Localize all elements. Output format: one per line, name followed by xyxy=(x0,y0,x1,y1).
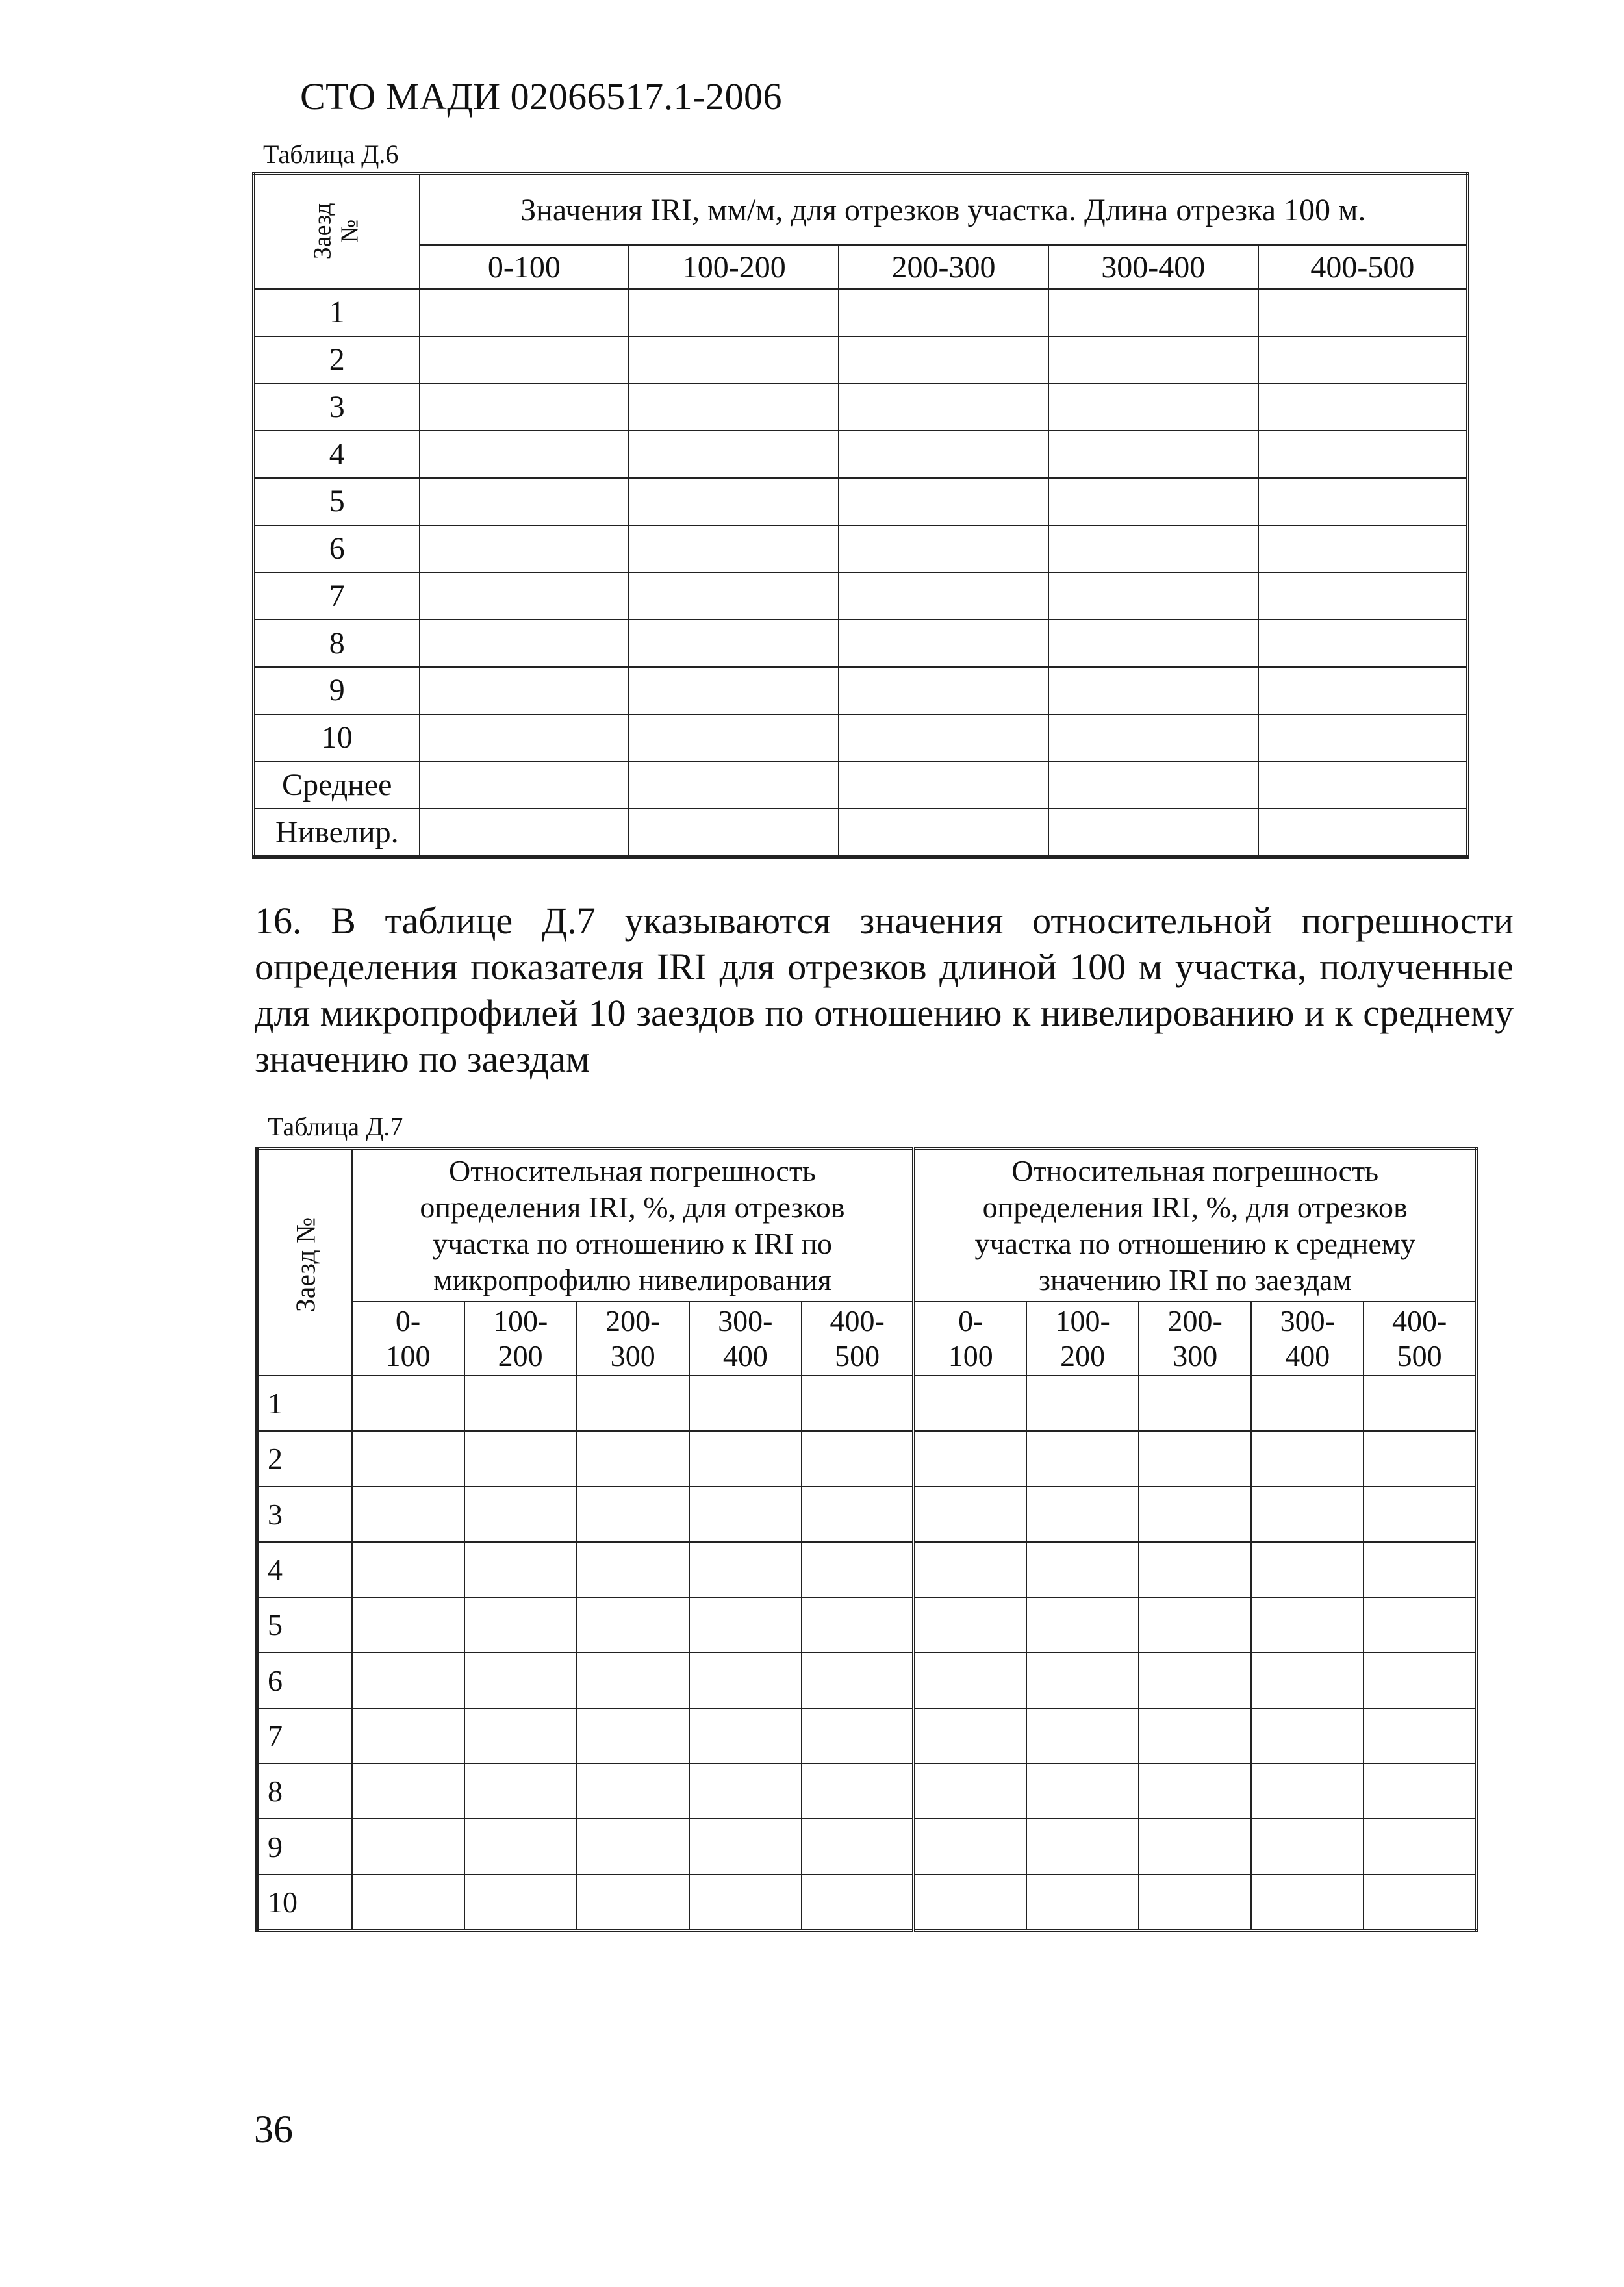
empty-cell xyxy=(1251,1708,1364,1763)
empty-cell xyxy=(420,809,629,857)
column-range-end: 400 xyxy=(722,1339,768,1372)
empty-cell xyxy=(802,1763,914,1819)
empty-cell xyxy=(577,1431,689,1486)
empty-cell xyxy=(1026,1819,1139,1874)
empty-cell xyxy=(914,1487,1026,1542)
empty-cell xyxy=(689,1763,802,1819)
corner-label-number: № xyxy=(336,219,364,244)
table-row xyxy=(254,809,1468,857)
paragraph-line: для микропрофилей 10 заездов по отношению к нивелированию и к среднему xyxy=(255,992,1514,1034)
empty-cell xyxy=(914,1652,1026,1708)
empty-cell xyxy=(1258,761,1468,809)
empty-cell xyxy=(420,620,629,667)
empty-cell xyxy=(689,1652,802,1708)
empty-cell xyxy=(802,1652,914,1708)
empty-cell xyxy=(1364,1487,1476,1542)
empty-cell xyxy=(1048,572,1258,620)
table-d7-column-header xyxy=(802,1302,914,1376)
table-row xyxy=(254,761,1468,809)
empty-cell xyxy=(577,1652,689,1708)
empty-cell xyxy=(1048,620,1258,667)
column-range-end: 200 xyxy=(1060,1339,1106,1372)
table-row xyxy=(257,1875,1477,1931)
empty-cell xyxy=(577,1542,689,1597)
empty-cell xyxy=(420,336,629,384)
row-label: 4 xyxy=(257,1542,352,1597)
row-label: 3 xyxy=(257,1487,352,1542)
empty-cell xyxy=(1258,620,1468,667)
empty-cell xyxy=(802,1376,914,1431)
empty-cell xyxy=(1139,1597,1251,1652)
empty-cell xyxy=(352,1708,464,1763)
table-d6-column-header: 200-300 xyxy=(839,245,1048,289)
empty-cell xyxy=(1048,431,1258,478)
table-row xyxy=(254,620,1468,667)
empty-cell xyxy=(1048,336,1258,384)
corner-label-run: Заезд xyxy=(309,203,336,260)
empty-cell xyxy=(1251,1763,1364,1819)
empty-cell xyxy=(1139,1763,1251,1819)
column-range-start: 100- xyxy=(492,1304,548,1337)
column-range-start: 200- xyxy=(1167,1304,1223,1337)
empty-cell xyxy=(1139,1652,1251,1708)
table-d7-column-header xyxy=(1026,1302,1139,1376)
empty-cell xyxy=(420,761,629,809)
paragraph-16 xyxy=(255,898,1514,1082)
table-d7-corner-header xyxy=(257,1149,352,1376)
empty-cell xyxy=(1364,1597,1476,1652)
empty-cell xyxy=(420,383,629,431)
empty-cell xyxy=(577,1376,689,1431)
empty-cell xyxy=(1258,809,1468,857)
empty-cell xyxy=(1048,478,1258,525)
empty-cell xyxy=(464,1652,577,1708)
row-label: 1 xyxy=(254,289,420,336)
table-d7 xyxy=(255,1147,1478,1932)
row-label: 8 xyxy=(257,1763,352,1819)
column-range-start: 0- xyxy=(395,1304,421,1337)
empty-cell xyxy=(629,383,839,431)
empty-cell xyxy=(1139,1542,1251,1597)
table-row xyxy=(254,289,1468,336)
empty-cell xyxy=(352,1431,464,1486)
empty-cell xyxy=(1048,714,1258,762)
row-label: 1 xyxy=(257,1376,352,1431)
empty-cell xyxy=(1048,761,1258,809)
row-label: 3 xyxy=(254,383,420,431)
empty-cell xyxy=(1251,1542,1364,1597)
table-d6-corner-header xyxy=(254,174,420,290)
empty-cell xyxy=(839,383,1048,431)
empty-cell xyxy=(1048,809,1258,857)
empty-cell xyxy=(1258,572,1468,620)
empty-cell xyxy=(1139,1819,1251,1874)
row-label: 7 xyxy=(257,1708,352,1763)
row-label: 8 xyxy=(254,620,420,667)
empty-cell xyxy=(839,525,1048,573)
empty-cell xyxy=(352,1376,464,1431)
table-row xyxy=(254,431,1468,478)
table-d6 xyxy=(252,172,1469,859)
empty-cell xyxy=(1364,1763,1476,1819)
row-label: 6 xyxy=(254,525,420,573)
table-row xyxy=(257,1652,1477,1708)
column-range-end: 300 xyxy=(1173,1339,1218,1372)
empty-cell xyxy=(689,1487,802,1542)
empty-cell xyxy=(1048,667,1258,714)
empty-cell xyxy=(629,761,839,809)
empty-cell xyxy=(1139,1431,1251,1486)
paragraph-line: определения показателя IRI для отрезков длиной 100 м участка, полученные xyxy=(255,946,1514,988)
empty-cell xyxy=(914,1763,1026,1819)
empty-cell xyxy=(420,667,629,714)
document-header: СТО МАДИ 02066517.1-2006 xyxy=(300,75,782,118)
group-header-line: участка по отношению к IRI по xyxy=(432,1227,833,1260)
empty-cell xyxy=(1026,1542,1139,1597)
empty-cell xyxy=(420,572,629,620)
table-row xyxy=(257,1542,1477,1597)
empty-cell xyxy=(802,1487,914,1542)
empty-cell xyxy=(839,761,1048,809)
table-row xyxy=(257,1708,1477,1763)
column-range-end: 500 xyxy=(835,1339,880,1372)
empty-cell xyxy=(914,1597,1026,1652)
empty-cell xyxy=(1364,1819,1476,1874)
table-d7-column-header xyxy=(689,1302,802,1376)
empty-cell xyxy=(577,1708,689,1763)
empty-cell xyxy=(629,572,839,620)
empty-cell xyxy=(802,1431,914,1486)
row-label: 5 xyxy=(257,1597,352,1652)
table-row xyxy=(257,1431,1477,1486)
empty-cell xyxy=(914,1376,1026,1431)
group-header-line: микропрофилю нивелирования xyxy=(433,1263,831,1297)
empty-cell xyxy=(629,525,839,573)
group-header-line: Относительная погрешность xyxy=(1011,1154,1379,1187)
empty-cell xyxy=(352,1819,464,1874)
empty-cell xyxy=(914,1708,1026,1763)
empty-cell xyxy=(464,1376,577,1431)
empty-cell xyxy=(1026,1708,1139,1763)
column-range-end: 100 xyxy=(385,1339,431,1372)
empty-cell xyxy=(464,1431,577,1486)
empty-cell xyxy=(1026,1763,1139,1819)
empty-cell xyxy=(629,714,839,762)
empty-cell xyxy=(1251,1597,1364,1652)
empty-cell xyxy=(839,572,1048,620)
table-row xyxy=(254,667,1468,714)
row-label: 9 xyxy=(257,1819,352,1874)
empty-cell xyxy=(1251,1431,1364,1486)
row-label: 5 xyxy=(254,478,420,525)
empty-cell xyxy=(1364,1708,1476,1763)
table-d6-column-header: 0-100 xyxy=(420,245,629,289)
empty-cell xyxy=(1258,525,1468,573)
table-row xyxy=(257,1487,1477,1542)
empty-cell xyxy=(689,1597,802,1652)
empty-cell xyxy=(464,1819,577,1874)
table-d7-column-header xyxy=(464,1302,577,1376)
empty-cell xyxy=(629,431,839,478)
empty-cell xyxy=(802,1875,914,1931)
empty-cell xyxy=(629,336,839,384)
empty-cell xyxy=(352,1652,464,1708)
empty-cell xyxy=(1258,478,1468,525)
row-label: 9 xyxy=(254,667,420,714)
paragraph-line: 16. В таблице Д.7 указываются значения относительной погрешности xyxy=(255,900,1514,942)
table-row xyxy=(257,1597,1477,1652)
empty-cell xyxy=(1258,714,1468,762)
empty-cell xyxy=(689,1708,802,1763)
empty-cell xyxy=(577,1487,689,1542)
table-row xyxy=(257,1763,1477,1819)
empty-cell xyxy=(629,620,839,667)
empty-cell xyxy=(839,289,1048,336)
empty-cell xyxy=(352,1875,464,1931)
empty-cell xyxy=(464,1763,577,1819)
empty-cell xyxy=(464,1875,577,1931)
empty-cell xyxy=(1364,1542,1476,1597)
row-label: Нивелир. xyxy=(254,809,420,857)
empty-cell xyxy=(420,289,629,336)
table-d7-column-header xyxy=(352,1302,464,1376)
empty-cell xyxy=(1026,1431,1139,1486)
empty-cell xyxy=(1026,1652,1139,1708)
empty-cell xyxy=(352,1597,464,1652)
empty-cell xyxy=(1026,1376,1139,1431)
empty-cell xyxy=(464,1708,577,1763)
column-range-start: 400- xyxy=(830,1304,885,1337)
empty-cell xyxy=(914,1819,1026,1874)
table-d6-column-header: 400-500 xyxy=(1258,245,1468,289)
table-row xyxy=(254,525,1468,573)
empty-cell xyxy=(629,809,839,857)
table-row xyxy=(254,572,1468,620)
table-row xyxy=(254,714,1468,762)
empty-cell xyxy=(1364,1875,1476,1931)
empty-cell xyxy=(1251,1487,1364,1542)
column-range-start: 200- xyxy=(605,1304,661,1337)
empty-cell xyxy=(464,1597,577,1652)
column-range-start: 400- xyxy=(1392,1304,1447,1337)
empty-cell xyxy=(839,431,1048,478)
table-d6-caption: Таблица Д.6 xyxy=(263,140,399,169)
empty-cell xyxy=(1258,289,1468,336)
table-row xyxy=(254,478,1468,525)
empty-cell xyxy=(464,1487,577,1542)
empty-cell xyxy=(1139,1376,1251,1431)
table-d7-column-header xyxy=(577,1302,689,1376)
column-range-start: 0- xyxy=(958,1304,983,1337)
empty-cell xyxy=(1251,1819,1364,1874)
row-label: 4 xyxy=(254,431,420,478)
empty-cell xyxy=(420,525,629,573)
empty-cell xyxy=(839,478,1048,525)
row-label: 10 xyxy=(257,1875,352,1931)
empty-cell xyxy=(839,620,1048,667)
empty-cell xyxy=(802,1708,914,1763)
empty-cell xyxy=(1364,1652,1476,1708)
empty-cell xyxy=(577,1597,689,1652)
empty-cell xyxy=(689,1376,802,1431)
row-label: Среднее xyxy=(254,761,420,809)
table-row xyxy=(257,1819,1477,1874)
column-range-start: 300- xyxy=(718,1304,773,1337)
empty-cell xyxy=(1048,289,1258,336)
table-d7-caption: Таблица Д.7 xyxy=(268,1112,403,1141)
empty-cell xyxy=(839,667,1048,714)
empty-cell xyxy=(464,1542,577,1597)
empty-cell xyxy=(839,336,1048,384)
group-header-line: определения IRI, %, для отрезков xyxy=(982,1190,1408,1224)
empty-cell xyxy=(1048,383,1258,431)
empty-cell xyxy=(420,478,629,525)
empty-cell xyxy=(352,1487,464,1542)
row-label: 6 xyxy=(257,1652,352,1708)
empty-cell xyxy=(1139,1708,1251,1763)
table-row xyxy=(254,383,1468,431)
table-row xyxy=(254,336,1468,384)
empty-cell xyxy=(629,289,839,336)
column-range-start: 100- xyxy=(1055,1304,1110,1337)
table-d6-column-header: 100-200 xyxy=(629,245,839,289)
column-range-end: 400 xyxy=(1285,1339,1330,1372)
empty-cell xyxy=(914,1542,1026,1597)
empty-cell xyxy=(352,1542,464,1597)
empty-cell xyxy=(1026,1875,1139,1931)
empty-cell xyxy=(1251,1376,1364,1431)
empty-cell xyxy=(629,478,839,525)
table-d7-column-header xyxy=(1251,1302,1364,1376)
empty-cell xyxy=(689,1542,802,1597)
empty-cell xyxy=(839,809,1048,857)
group-header-line: определения IRI, %, для отрезков xyxy=(420,1190,845,1224)
empty-cell xyxy=(1139,1875,1251,1931)
group-header-line: значению IRI по заездам xyxy=(1038,1263,1352,1297)
empty-cell xyxy=(802,1597,914,1652)
table-d7-column-header xyxy=(1139,1302,1251,1376)
empty-cell xyxy=(802,1819,914,1874)
empty-cell xyxy=(689,1875,802,1931)
table-d7-group-header-levelling xyxy=(352,1149,914,1302)
table-d6-column-header: 300-400 xyxy=(1048,245,1258,289)
empty-cell xyxy=(1251,1875,1364,1931)
empty-cell xyxy=(577,1819,689,1874)
empty-cell xyxy=(1139,1487,1251,1542)
empty-cell xyxy=(1258,667,1468,714)
row-label: 10 xyxy=(254,714,420,762)
empty-cell xyxy=(689,1431,802,1486)
empty-cell xyxy=(352,1763,464,1819)
page-number: 36 xyxy=(254,2108,293,2151)
empty-cell xyxy=(1026,1487,1139,1542)
empty-cell xyxy=(629,667,839,714)
column-range-end: 300 xyxy=(610,1339,655,1372)
column-range-end: 500 xyxy=(1397,1339,1442,1372)
empty-cell xyxy=(914,1431,1026,1486)
column-range-end: 100 xyxy=(948,1339,993,1372)
empty-cell xyxy=(1251,1652,1364,1708)
empty-cell xyxy=(1364,1376,1476,1431)
row-label: 2 xyxy=(257,1431,352,1486)
empty-cell xyxy=(1048,525,1258,573)
empty-cell xyxy=(420,431,629,478)
paragraph-line: значению по заездам xyxy=(255,1038,590,1080)
empty-cell xyxy=(1258,383,1468,431)
corner-label: Заезд № xyxy=(291,1217,322,1312)
table-d7-group-header-average xyxy=(914,1149,1477,1302)
row-label: 7 xyxy=(254,572,420,620)
row-label: 2 xyxy=(254,336,420,384)
empty-cell xyxy=(577,1763,689,1819)
empty-cell xyxy=(1026,1597,1139,1652)
empty-cell xyxy=(1258,431,1468,478)
empty-cell xyxy=(802,1542,914,1597)
empty-cell xyxy=(689,1819,802,1874)
empty-cell xyxy=(839,714,1048,762)
table-d6-group-header: Значения IRI, мм/м, для отрезков участка. Длина отрезка 100 м. xyxy=(420,174,1468,246)
table-row xyxy=(257,1376,1477,1431)
column-range-start: 300- xyxy=(1280,1304,1335,1337)
empty-cell xyxy=(577,1875,689,1931)
table-d7-column-header xyxy=(1364,1302,1476,1376)
column-range-end: 200 xyxy=(498,1339,543,1372)
group-header-line: участка по отношению к среднему xyxy=(974,1227,1415,1260)
table-d7-column-header xyxy=(914,1302,1026,1376)
empty-cell xyxy=(420,714,629,762)
empty-cell xyxy=(1258,336,1468,384)
group-header-line: Относительная погрешность xyxy=(449,1154,816,1187)
empty-cell xyxy=(1364,1431,1476,1486)
empty-cell xyxy=(914,1875,1026,1931)
